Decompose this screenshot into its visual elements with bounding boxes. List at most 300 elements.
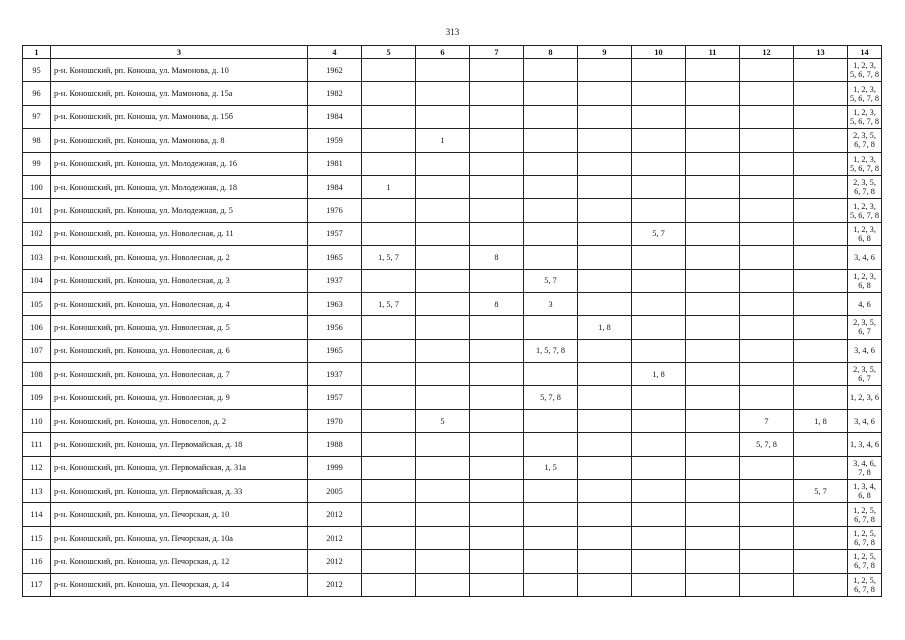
table-cell: р-н. Коношский, рп. Коноша, ул. Новолесная, д. 2 [51, 246, 308, 269]
table-cell: 1976 [308, 199, 362, 222]
table-cell: 1, 2, 5, 6, 7, 8 [848, 526, 882, 549]
table-cell [740, 129, 794, 152]
table-cell [524, 59, 578, 82]
table-cell [578, 363, 632, 386]
table-cell: 5, 7, 8 [740, 433, 794, 456]
table-cell: 1, 2, 5, 6, 7, 8 [848, 503, 882, 526]
table-cell: р-н. Коношский, рп. Коноша, ул. Новолесная, д. 9 [51, 386, 308, 409]
table-cell: 1970 [308, 409, 362, 432]
table-cell: 103 [23, 246, 51, 269]
table-cell: 1 [362, 175, 416, 198]
table-cell: 1, 5, 7 [362, 292, 416, 315]
table-cell: 1957 [308, 386, 362, 409]
table-row [23, 59, 882, 82]
table-cell [470, 269, 524, 292]
table-cell [470, 363, 524, 386]
table-cell [794, 105, 848, 128]
table-cell [578, 503, 632, 526]
table-cell: 1, 2, 3, 6 [848, 386, 882, 409]
table-cell [416, 433, 470, 456]
table-cell: р-н. Коношский, рп. Коноша, ул. Мамонова, д. 15б [51, 105, 308, 128]
table-cell: 117 [23, 573, 51, 596]
table-cell [632, 433, 686, 456]
table-cell: р-н. Коношский, рп. Коноша, ул. Мамонова, д. 10 [51, 59, 308, 82]
table-cell [794, 339, 848, 362]
table-cell [794, 386, 848, 409]
table-cell [794, 550, 848, 573]
table-cell: р-н. Коношский, рп. Коноша, ул. Новолесная, д. 4 [51, 292, 308, 315]
table-cell [362, 105, 416, 128]
table-cell: 1, 8 [632, 363, 686, 386]
table-cell [794, 456, 848, 479]
table-cell: 1, 5, 7, 8 [524, 339, 578, 362]
table-cell: 2, 3, 5, 6, 7 [848, 316, 882, 339]
table-cell: 2012 [308, 503, 362, 526]
table-cell: 3, 4, 6, 7, 8 [848, 456, 882, 479]
table-cell: 2, 3, 5, 6, 7, 8 [848, 129, 882, 152]
table-cell: 8 [470, 246, 524, 269]
table-cell: 3, 4, 6 [848, 246, 882, 269]
table-cell [524, 152, 578, 175]
table-cell [416, 269, 470, 292]
column-header: 4 [308, 46, 362, 59]
table-cell [740, 573, 794, 596]
table-cell [686, 152, 740, 175]
table-cell [524, 105, 578, 128]
table-cell [632, 105, 686, 128]
table-cell: 1981 [308, 152, 362, 175]
table-cell: 5, 7 [794, 480, 848, 503]
table-cell [578, 386, 632, 409]
table-cell [686, 175, 740, 198]
table-cell [632, 246, 686, 269]
table-cell: 112 [23, 456, 51, 479]
register-table [22, 45, 882, 597]
table-cell [578, 573, 632, 596]
table-cell [578, 526, 632, 549]
table-cell [470, 339, 524, 362]
table-cell: 114 [23, 503, 51, 526]
table-cell [524, 129, 578, 152]
table-cell [524, 82, 578, 105]
table-cell [740, 363, 794, 386]
table-cell: р-н. Коношский, рп. Коноша, ул. Молодежная, д. 16 [51, 152, 308, 175]
table-cell: 1, 8 [578, 316, 632, 339]
table-cell [416, 339, 470, 362]
table-cell [416, 363, 470, 386]
table-cell [794, 129, 848, 152]
table-cell [794, 269, 848, 292]
table-cell: 1959 [308, 129, 362, 152]
table-cell: 99 [23, 152, 51, 175]
table-cell [578, 292, 632, 315]
table-cell [416, 105, 470, 128]
table-cell [470, 386, 524, 409]
table-cell [794, 246, 848, 269]
table-cell [416, 292, 470, 315]
table-row [23, 222, 882, 245]
table-cell: 1, 3, 4, 6 [848, 433, 882, 456]
table-cell [416, 246, 470, 269]
table-cell: 4, 6 [848, 292, 882, 315]
table-cell [740, 526, 794, 549]
column-header: 3 [51, 46, 308, 59]
table-cell: 1, 2, 5, 6, 7, 8 [848, 573, 882, 596]
page-number: 313 [445, 27, 460, 37]
table-cell: р-н. Коношский, рп. Коноша, ул. Печорская, д. 10 [51, 503, 308, 526]
table-cell [362, 573, 416, 596]
table-cell: р-н. Коношский, рп. Коноша, ул. Первомайская, д. 31а [51, 456, 308, 479]
table-cell [686, 82, 740, 105]
table-cell: 95 [23, 59, 51, 82]
table-cell [362, 316, 416, 339]
table-cell [686, 503, 740, 526]
table-cell [524, 550, 578, 573]
table-cell [578, 409, 632, 432]
table-cell [794, 175, 848, 198]
table-cell: 2005 [308, 480, 362, 503]
table-row [23, 152, 882, 175]
table-cell [578, 456, 632, 479]
table-cell: 1988 [308, 433, 362, 456]
table-cell [470, 480, 524, 503]
table-cell [686, 433, 740, 456]
table-cell: 1984 [308, 105, 362, 128]
table-cell [362, 363, 416, 386]
table-row [23, 573, 882, 596]
table-body [23, 59, 882, 597]
table-row [23, 456, 882, 479]
table-cell [632, 82, 686, 105]
table-cell: 96 [23, 82, 51, 105]
table-cell: 5, 7 [524, 269, 578, 292]
table-cell [524, 503, 578, 526]
table-cell [416, 550, 470, 573]
table-cell: 1, 3, 4, 6, 8 [848, 480, 882, 503]
table-row [23, 550, 882, 573]
table-cell [416, 222, 470, 245]
table-cell [578, 269, 632, 292]
table-cell: 1, 2, 5, 6, 7, 8 [848, 550, 882, 573]
table-cell: 1965 [308, 246, 362, 269]
table-cell [794, 222, 848, 245]
table-cell [362, 222, 416, 245]
table-cell: 110 [23, 409, 51, 432]
table-cell [524, 433, 578, 456]
table-row [23, 175, 882, 198]
table-cell [740, 152, 794, 175]
table-cell [470, 199, 524, 222]
table-cell [686, 456, 740, 479]
table-cell: 2, 3, 5, 6, 7, 8 [848, 175, 882, 198]
table-cell: 3, 4, 6 [848, 339, 882, 362]
table-row [23, 246, 882, 269]
table-cell: р-н. Коношский, рп. Коноша, ул. Мамонова, д. 15а [51, 82, 308, 105]
table-cell [686, 222, 740, 245]
table-cell [794, 573, 848, 596]
table-cell [686, 129, 740, 152]
table-cell: 7 [740, 409, 794, 432]
table-cell [632, 59, 686, 82]
table-cell: 1982 [308, 82, 362, 105]
table-cell [686, 386, 740, 409]
table-cell [524, 526, 578, 549]
table-cell [686, 363, 740, 386]
table-cell [470, 409, 524, 432]
table-cell [578, 480, 632, 503]
table-cell [470, 175, 524, 198]
table-cell [470, 82, 524, 105]
table-cell: 1962 [308, 59, 362, 82]
table-cell: 8 [470, 292, 524, 315]
table-cell: 2, 3, 5, 6, 7 [848, 363, 882, 386]
table-cell: 1984 [308, 175, 362, 198]
table-cell: р-н. Коношский, рп. Коноша, ул. Печорская, д. 10а [51, 526, 308, 549]
table-cell: 111 [23, 433, 51, 456]
table-cell: р-н. Коношский, рп. Коноша, ул. Новолесная, д. 3 [51, 269, 308, 292]
table-cell: р-н. Коношский, рп. Коноша, ул. Первомайская, д. 18 [51, 433, 308, 456]
table-cell [794, 199, 848, 222]
table-cell [632, 526, 686, 549]
table-cell [686, 526, 740, 549]
table-cell [578, 175, 632, 198]
table-cell: р-н. Коношский, рп. Коноша, ул. Печорская, д. 14 [51, 573, 308, 596]
table-cell: 2012 [308, 550, 362, 573]
table-cell [740, 175, 794, 198]
table-cell [794, 316, 848, 339]
table-cell [794, 82, 848, 105]
table-cell [362, 152, 416, 175]
column-header: 12 [740, 46, 794, 59]
table-cell: р-н. Коношский, рп. Коноша, ул. Молодежная, д. 18 [51, 175, 308, 198]
table-cell [362, 526, 416, 549]
table-cell [686, 199, 740, 222]
column-header: 10 [632, 46, 686, 59]
table-cell [578, 339, 632, 362]
table-cell [794, 503, 848, 526]
table-cell [578, 129, 632, 152]
table-cell [416, 152, 470, 175]
table-cell [470, 526, 524, 549]
table-cell [416, 199, 470, 222]
table-cell: 97 [23, 105, 51, 128]
table-cell: 1, 2, 3, 6, 8 [848, 222, 882, 245]
table-cell: 1, 2, 3, 5, 6, 7, 8 [848, 152, 882, 175]
table-cell [578, 199, 632, 222]
table-cell: 2012 [308, 526, 362, 549]
table-cell: 1, 5, 7 [362, 246, 416, 269]
table-cell: р-н. Коношский, рп. Коноша, ул. Печорская, д. 12 [51, 550, 308, 573]
table-cell [416, 456, 470, 479]
column-header: 5 [362, 46, 416, 59]
table-cell: 5, 7 [632, 222, 686, 245]
table-cell [416, 175, 470, 198]
table-cell: р-н. Коношский, рп. Коноша, ул. Новолесная, д. 11 [51, 222, 308, 245]
table-cell [686, 339, 740, 362]
table-cell: р-н. Коношский, рп. Коноша, ул. Молодежная, д. 5 [51, 199, 308, 222]
table-cell: р-н. Коношский, рп. Коноша, ул. Новоселов, д. 2 [51, 409, 308, 432]
table-cell: 101 [23, 199, 51, 222]
table-cell [470, 129, 524, 152]
table-cell: р-н. Коношский, рп. Коноша, ул. Новолесная, д. 7 [51, 363, 308, 386]
table-cell [740, 59, 794, 82]
table-cell [362, 82, 416, 105]
table-cell [362, 480, 416, 503]
table-cell: 105 [23, 292, 51, 315]
table-cell [632, 152, 686, 175]
table-cell [794, 363, 848, 386]
table-row [23, 339, 882, 362]
table-cell [578, 246, 632, 269]
table-cell: р-н. Коношский, рп. Коноша, ул. Новолесная, д. 5 [51, 316, 308, 339]
table-cell [632, 573, 686, 596]
table-cell: 100 [23, 175, 51, 198]
table-cell [362, 199, 416, 222]
table-row [23, 269, 882, 292]
table-row [23, 199, 882, 222]
table-cell [470, 222, 524, 245]
table-cell [362, 386, 416, 409]
table-cell [740, 82, 794, 105]
table-cell [524, 573, 578, 596]
header-row [23, 46, 882, 59]
table-cell: 1937 [308, 269, 362, 292]
table-cell [632, 550, 686, 573]
table-row [23, 363, 882, 386]
table-cell [740, 480, 794, 503]
table-cell: 1, 2, 3, 5, 6, 7, 8 [848, 199, 882, 222]
table-cell [362, 456, 416, 479]
table-cell [362, 269, 416, 292]
table-cell [416, 480, 470, 503]
table-cell: 113 [23, 480, 51, 503]
table-cell [362, 129, 416, 152]
table-cell [632, 503, 686, 526]
column-header: 13 [794, 46, 848, 59]
table-cell [470, 550, 524, 573]
table-cell [470, 105, 524, 128]
table-cell [740, 292, 794, 315]
table-cell [470, 456, 524, 479]
table-cell: 1957 [308, 222, 362, 245]
table-cell [362, 409, 416, 432]
table-row [23, 129, 882, 152]
table-row [23, 292, 882, 315]
table-cell: р-н. Коношский, рп. Коноша, ул. Новолесная, д. 6 [51, 339, 308, 362]
table-cell [686, 409, 740, 432]
table-cell [578, 82, 632, 105]
table-cell: 104 [23, 269, 51, 292]
table-cell [794, 292, 848, 315]
table-cell: 3, 4, 6 [848, 409, 882, 432]
table-row [23, 526, 882, 549]
table-cell: 109 [23, 386, 51, 409]
table-cell: 1, 8 [794, 409, 848, 432]
table-cell [632, 129, 686, 152]
table-cell: 102 [23, 222, 51, 245]
table-cell [416, 503, 470, 526]
table-cell: 5, 7, 8 [524, 386, 578, 409]
table-cell [740, 269, 794, 292]
table-cell [362, 433, 416, 456]
table-cell [740, 339, 794, 362]
table-cell [524, 363, 578, 386]
column-header: 1 [23, 46, 51, 59]
table-cell: 106 [23, 316, 51, 339]
table-cell [524, 409, 578, 432]
table-cell [632, 199, 686, 222]
table-cell [740, 386, 794, 409]
table-cell [470, 503, 524, 526]
table-cell [686, 573, 740, 596]
table-cell [416, 59, 470, 82]
table-cell [740, 222, 794, 245]
table-cell: 1, 2, 3, 5, 6, 7, 8 [848, 82, 882, 105]
column-header: 14 [848, 46, 882, 59]
table-cell: 1963 [308, 292, 362, 315]
table-cell: 108 [23, 363, 51, 386]
table-cell [632, 316, 686, 339]
table-cell [632, 292, 686, 315]
table-cell: р-н. Коношский, рп. Коноша, ул. Мамонова, д. 8 [51, 129, 308, 152]
table-cell [794, 433, 848, 456]
table-cell [578, 105, 632, 128]
table-cell [524, 316, 578, 339]
table-cell [794, 152, 848, 175]
table-row [23, 409, 882, 432]
table-cell [632, 175, 686, 198]
table-cell [470, 59, 524, 82]
table-row [23, 503, 882, 526]
table-cell: 1, 2, 3, 5, 6, 7, 8 [848, 105, 882, 128]
table-cell: 1 [416, 129, 470, 152]
table-cell: 1956 [308, 316, 362, 339]
table-cell: 1937 [308, 363, 362, 386]
table-cell [524, 175, 578, 198]
table-cell [740, 316, 794, 339]
table-cell [524, 480, 578, 503]
table-row [23, 433, 882, 456]
table-cell [362, 59, 416, 82]
table-cell [686, 269, 740, 292]
table-cell [740, 199, 794, 222]
table-cell [470, 152, 524, 175]
table-cell [632, 339, 686, 362]
table-cell [524, 246, 578, 269]
table-cell: 1965 [308, 339, 362, 362]
table-cell [686, 480, 740, 503]
column-header: 9 [578, 46, 632, 59]
column-header: 8 [524, 46, 578, 59]
table-cell: 1, 5 [524, 456, 578, 479]
table-row [23, 82, 882, 105]
table-cell [578, 222, 632, 245]
table-cell: 107 [23, 339, 51, 362]
table-cell [524, 199, 578, 222]
table-cell [686, 59, 740, 82]
table-cell [578, 433, 632, 456]
table-cell [632, 456, 686, 479]
table-cell: 1, 2, 3, 5, 6, 7, 8 [848, 59, 882, 82]
table-cell: 98 [23, 129, 51, 152]
table-cell [686, 316, 740, 339]
table-cell [470, 573, 524, 596]
table-cell: 2012 [308, 573, 362, 596]
table-cell [470, 433, 524, 456]
table-cell [632, 386, 686, 409]
table-cell [416, 526, 470, 549]
table-cell: 5 [416, 409, 470, 432]
